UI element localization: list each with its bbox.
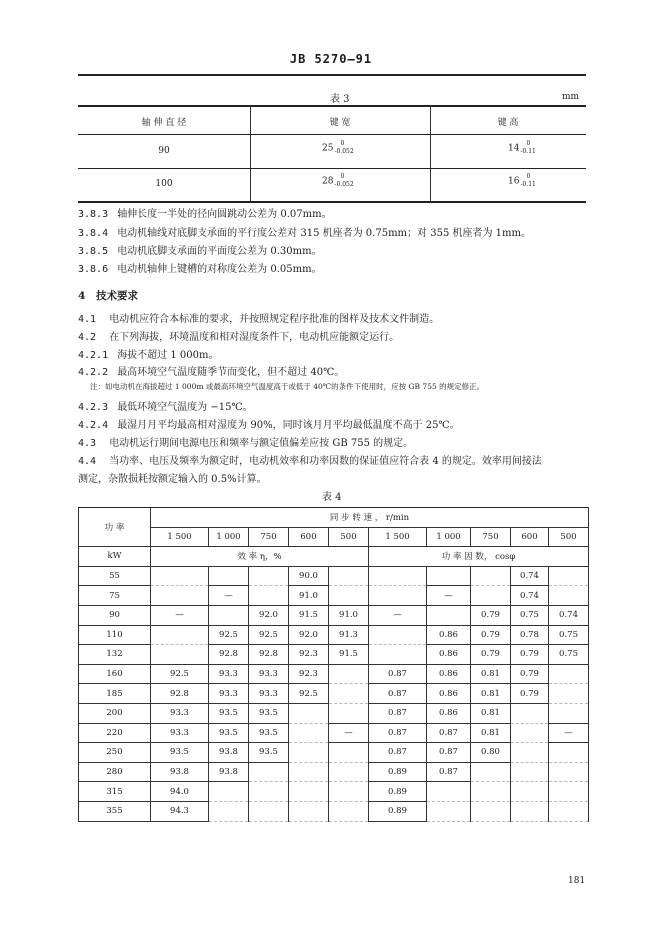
height-tol-top: 0 (526, 140, 531, 147)
power-factor-cell (549, 703, 589, 723)
power-header: 功 率 (79, 508, 151, 547)
power-cell: 250 (79, 743, 151, 763)
table3-unit: mm (562, 92, 580, 102)
efficiency-cell: 92.8 (249, 645, 289, 665)
width-tol-bot: -0.052 (334, 181, 354, 188)
power-factor-cell (369, 625, 427, 645)
clause-number: 4.2.3 (78, 402, 109, 413)
power-factor-cell (427, 782, 471, 802)
efficiency-cell (289, 743, 329, 763)
power-factor-cell: 0.81 (471, 703, 511, 723)
header-rule (78, 74, 586, 76)
efficiency-cell: 91.0 (329, 605, 369, 625)
power-factor-cell: 0.87 (427, 762, 471, 782)
power-cell: 355 (79, 801, 151, 821)
efficiency-cell: 93.8 (209, 743, 249, 763)
efficiency-cell: 93.3 (249, 684, 289, 704)
width-value: 25 (322, 143, 334, 154)
efficiency-cell (289, 801, 329, 821)
speed-cell: 500 (549, 527, 589, 547)
table3-header-width: 键 宽 (329, 118, 351, 128)
power-factor-cell: 0.79 (471, 625, 511, 645)
power-unit: kW (79, 547, 151, 567)
power-factor-cell: 0.86 (427, 684, 471, 704)
efficiency-cell (151, 625, 209, 645)
height-tol-bot: -0.11 (520, 148, 536, 155)
efficiency-cell (249, 586, 289, 606)
efficiency-cell: 93.5 (249, 703, 289, 723)
table-row (79, 664, 589, 684)
efficiency-cell (249, 782, 289, 802)
efficiency-cell: 93.8 (151, 762, 209, 782)
efficiency-cell: 93.8 (209, 762, 249, 782)
clause-number: 4.4 (78, 456, 97, 467)
power-factor-cell (369, 645, 427, 665)
efficiency-cell (289, 723, 329, 743)
power-cell: 200 (79, 703, 151, 723)
power-factor-cell: 0.86 (427, 645, 471, 665)
table3-cell-dia: 90 (158, 146, 170, 156)
power-cell: 315 (79, 782, 151, 802)
power-factor-cell: 0.87 (427, 723, 471, 743)
power-factor-cell (549, 566, 589, 586)
table3-caption: 表 3 (330, 94, 350, 105)
efficiency-cell: — (151, 605, 209, 625)
efficiency-header: 效 率 η，% (151, 547, 369, 567)
efficiency-cell (329, 586, 369, 606)
power-cell: 90 (79, 605, 151, 625)
clause (78, 242, 322, 257)
height-value: 14 (508, 143, 520, 154)
power-factor-cell: 0.74 (549, 605, 589, 625)
efficiency-cell: 92.0 (249, 605, 289, 625)
clause-number: 3.8.5 (78, 246, 109, 257)
height-tol-bot: -0.11 (520, 181, 536, 188)
power-factor-cell: 0.87 (369, 743, 427, 763)
table3-header-dia: 轴 伸 直 径 (141, 118, 187, 128)
clause-text: 当功率、电压及频率为额定时，电动机效率和功率因数的保证值应符合表 4 的规定。效率用间接法 (109, 456, 542, 467)
power-factor-cell (369, 566, 427, 586)
power-factor-cell (549, 743, 589, 763)
table-row (79, 801, 589, 821)
efficiency-cell (151, 586, 209, 606)
power-factor-cell (549, 684, 589, 704)
efficiency-cell (209, 605, 249, 625)
table-row (79, 605, 589, 625)
efficiency-cell: 93.5 (249, 743, 289, 763)
table4-body (79, 566, 589, 821)
clause-text: 最高环境空气温度随季节而变化，但不超过 40℃。 (117, 367, 345, 378)
efficiency-cell: 94.3 (151, 801, 209, 821)
efficiency-cell: 90.0 (289, 566, 329, 586)
power-factor-header: 功 率 因 数， cosφ (369, 547, 589, 567)
power-cell: 110 (79, 625, 151, 645)
power-factor-cell (511, 782, 549, 802)
table-row (79, 625, 589, 645)
efficiency-cell: 92.3 (289, 664, 329, 684)
efficiency-cell: 91.5 (289, 605, 329, 625)
power-factor-cell (427, 566, 471, 586)
power-factor-cell (549, 586, 589, 606)
table-row (79, 586, 589, 606)
efficiency-cell: 92.5 (289, 684, 329, 704)
table-row (79, 723, 589, 743)
speed-cell: 1 500 (369, 527, 427, 547)
efficiency-cell (289, 703, 329, 723)
clause (78, 205, 332, 220)
width-value: 28 (322, 176, 334, 187)
power-factor-cell: 0.74 (511, 566, 549, 586)
speed-cell: 600 (511, 527, 549, 547)
clause-text: 电动机轴伸上键槽的对称度公差为 0.05mm。 (117, 264, 322, 275)
efficiency-cell: 91.5 (329, 645, 369, 665)
efficiency-cell: 93.3 (209, 684, 249, 704)
power-factor-cell: 0.89 (369, 801, 427, 821)
efficiency-cell: — (329, 723, 369, 743)
clause-text: 最低环境空气温度为 −15℃。 (117, 402, 253, 413)
table-row (79, 684, 589, 704)
power-factor-cell: 0.87 (369, 703, 427, 723)
power-factor-cell (511, 703, 549, 723)
table3-cell-dia: 100 (155, 179, 173, 189)
efficiency-cell: 92.8 (151, 684, 209, 704)
table-row (79, 743, 589, 763)
power-cell: 75 (79, 586, 151, 606)
table3-top-rule (78, 105, 586, 107)
power-factor-cell: 0.86 (427, 703, 471, 723)
efficiency-cell (329, 743, 369, 763)
power-factor-cell: 0.75 (511, 605, 549, 625)
efficiency-cell (209, 801, 249, 821)
efficiency-cell (289, 782, 329, 802)
section-title: 技术要求 (96, 290, 138, 302)
power-factor-cell: 0.86 (427, 625, 471, 645)
efficiency-cell: 92.3 (289, 645, 329, 665)
page-number: 181 (568, 876, 586, 886)
document-code: JB 5270—91 (289, 52, 373, 66)
power-factor-cell (427, 801, 471, 821)
table3-cell-height (508, 173, 536, 189)
table-row (79, 645, 589, 665)
speed-cell: 1 000 (427, 527, 471, 547)
power-factor-cell: 0.75 (549, 645, 589, 665)
clause-number: 3.8.4 (78, 228, 109, 239)
power-factor-cell (471, 586, 511, 606)
efficiency-cell: 93.3 (209, 664, 249, 684)
clause (78, 363, 344, 378)
clause-number: 4.2.2 (78, 367, 109, 378)
section-number: 4 (78, 290, 86, 302)
clause-number: 4.2.1 (78, 350, 109, 361)
table-row (79, 762, 589, 782)
power-factor-cell: 0.79 (471, 605, 511, 625)
height-tol-top: 0 (526, 173, 531, 180)
power-factor-cell (549, 664, 589, 684)
speed-cell: 1 500 (151, 527, 209, 547)
power-factor-cell: — (549, 723, 589, 743)
power-factor-cell: 0.81 (471, 723, 511, 743)
power-factor-cell (369, 586, 427, 606)
clause-text: 电动机轴线对底脚支承面的平行度公差对 315 机座者为 0.75mm；对 355 机座者为 1mm。 (117, 228, 531, 239)
power-factor-cell: 0.81 (471, 684, 511, 704)
power-factor-cell (511, 723, 549, 743)
clause-text: 轴伸长度一半处的径向圆跳动公差为 0.07mm。 (117, 209, 332, 220)
clause (78, 260, 322, 275)
efficiency-cell: 93.3 (151, 703, 209, 723)
power-factor-cell: — (369, 605, 427, 625)
power-factor-cell (511, 801, 549, 821)
power-cell: 55 (79, 566, 151, 586)
power-factor-cell (511, 762, 549, 782)
power-factor-cell: 0.78 (511, 625, 549, 645)
clause-text: 电动机运行期间电源电压和频率与额定值偏差应按 GB 755 的规定。 (109, 438, 414, 449)
section-heading (78, 288, 138, 303)
clause-continuation: 测定，杂散损耗按额定输入的 0.5%计算。 (78, 474, 267, 485)
note: 注：如电动机在海拔超过 1 000m 或最高环境空气温度高于或低于 40℃的条件下使用时，应按 GB 755 的规定修正。 (90, 382, 485, 391)
table3-bottom-rule (78, 201, 586, 203)
efficiency-cell: 93.5 (151, 743, 209, 763)
power-factor-cell (549, 801, 589, 821)
power-factor-cell: 0.81 (471, 664, 511, 684)
power-factor-cell: 0.79 (511, 645, 549, 665)
power-factor-cell: 0.79 (471, 645, 511, 665)
table3-cell-width (322, 173, 354, 189)
speed-row (79, 527, 589, 547)
width-tol-bot: -0.052 (334, 148, 354, 155)
table-row (79, 782, 589, 802)
efficiency-cell: 92.5 (151, 664, 209, 684)
clause-text: 电动机应符合本标准的要求，并按照规定程序批准的图样及技术文件制造。 (109, 314, 440, 325)
clause-number: 4.1 (78, 314, 97, 325)
clause-number: 3.8.3 (78, 209, 109, 220)
clause (78, 346, 218, 361)
efficiency-cell: 94.0 (151, 782, 209, 802)
power-factor-cell: 0.87 (369, 723, 427, 743)
power-factor-cell (471, 801, 511, 821)
efficiency-cell (151, 645, 209, 665)
power-factor-cell (511, 743, 549, 763)
power-factor-cell: 0.89 (369, 782, 427, 802)
clause (78, 452, 542, 467)
efficiency-cell (329, 566, 369, 586)
speed-cell: 1 000 (209, 527, 249, 547)
power-factor-cell (471, 782, 511, 802)
efficiency-cell: — (209, 586, 249, 606)
power-factor-cell: 0.80 (471, 743, 511, 763)
power-factor-cell: 0.75 (549, 625, 589, 645)
width-tol-top: 0 (340, 173, 345, 180)
table-row (79, 703, 589, 723)
power-factor-cell: 0.87 (427, 743, 471, 763)
height-value: 16 (508, 176, 520, 187)
clause-text: 在下列海拔，环境温度和相对湿度条件下，电动机应能额定运行。 (109, 332, 400, 343)
power-cell: 132 (79, 645, 151, 665)
efficiency-cell: 92.0 (289, 625, 329, 645)
power-factor-cell: 0.79 (511, 664, 549, 684)
speed-cell: 600 (289, 527, 329, 547)
efficiency-cell (249, 762, 289, 782)
power-factor-cell (549, 762, 589, 782)
table3-header-rule (78, 134, 586, 135)
efficiency-cell (289, 762, 329, 782)
efficiency-cell (249, 801, 289, 821)
table3-row-rule (78, 168, 586, 169)
clause-number: 3.8.6 (78, 264, 109, 275)
efficiency-cell: 92.5 (209, 625, 249, 645)
table3-cell-width (322, 140, 354, 156)
power-factor-cell (427, 605, 471, 625)
efficiency-cell: 93.5 (209, 723, 249, 743)
clause (78, 224, 531, 239)
efficiency-cell (209, 782, 249, 802)
power-factor-cell: 0.87 (369, 684, 427, 704)
width-tol-top: 0 (340, 140, 345, 147)
power-factor-cell: 0.89 (369, 762, 427, 782)
efficiency-cell (329, 782, 369, 802)
sync-speed-header: 同 步 转 速 ， r/min (151, 508, 589, 528)
efficiency-cell: 93.5 (249, 723, 289, 743)
power-cell: 220 (79, 723, 151, 743)
clause (78, 416, 460, 431)
power-factor-cell: 0.86 (427, 664, 471, 684)
clause-number: 4.2.4 (78, 420, 109, 431)
efficiency-cell: 93.5 (209, 703, 249, 723)
table4-caption: 表 4 (322, 492, 342, 503)
efficiency-cell: 92.5 (249, 625, 289, 645)
power-factor-cell (549, 782, 589, 802)
clause-text: 海拔不超过 1 000m。 (117, 350, 219, 361)
power-factor-cell (471, 762, 511, 782)
table3-header-height: 键 高 (497, 118, 519, 128)
clause-number: 4.2 (78, 332, 97, 343)
efficiency-cell: 91.0 (289, 586, 329, 606)
efficiency-cell (329, 801, 369, 821)
clause (78, 434, 413, 449)
power-factor-cell: 0.79 (511, 684, 549, 704)
efficiency-cell (209, 566, 249, 586)
power-factor-cell: 0.87 (369, 664, 427, 684)
efficiency-cell: 91.3 (329, 625, 369, 645)
efficiency-cell (329, 684, 369, 704)
table-row (79, 566, 589, 586)
power-factor-cell: — (427, 586, 471, 606)
power-cell: 185 (79, 684, 151, 704)
clause-text: 最湿月月平均最高相对湿度为 90%，同时该月月平均最低温度不高于 25℃。 (117, 420, 460, 431)
clause (78, 398, 253, 413)
efficiency-cell: 93.3 (249, 664, 289, 684)
power-cell: 160 (79, 664, 151, 684)
efficiency-cell (329, 762, 369, 782)
power-factor-cell (471, 566, 511, 586)
table4 (78, 507, 589, 822)
power-cell: 280 (79, 762, 151, 782)
power-factor-cell: 0.74 (511, 586, 549, 606)
table3-cell-height (508, 140, 536, 156)
speed-cell: 750 (249, 527, 289, 547)
clause-text: 电动机底脚支承面的平面度公差为 0.30mm。 (117, 246, 322, 257)
efficiency-cell: 93.3 (151, 723, 209, 743)
speed-cell: 750 (471, 527, 511, 547)
efficiency-cell (151, 566, 209, 586)
efficiency-cell (249, 566, 289, 586)
speed-cell: 500 (329, 527, 369, 547)
clause (78, 310, 439, 325)
efficiency-cell (329, 703, 369, 723)
efficiency-cell (329, 664, 369, 684)
clause (78, 328, 399, 343)
clause-number: 4.3 (78, 438, 97, 449)
efficiency-cell: 92.8 (209, 645, 249, 665)
